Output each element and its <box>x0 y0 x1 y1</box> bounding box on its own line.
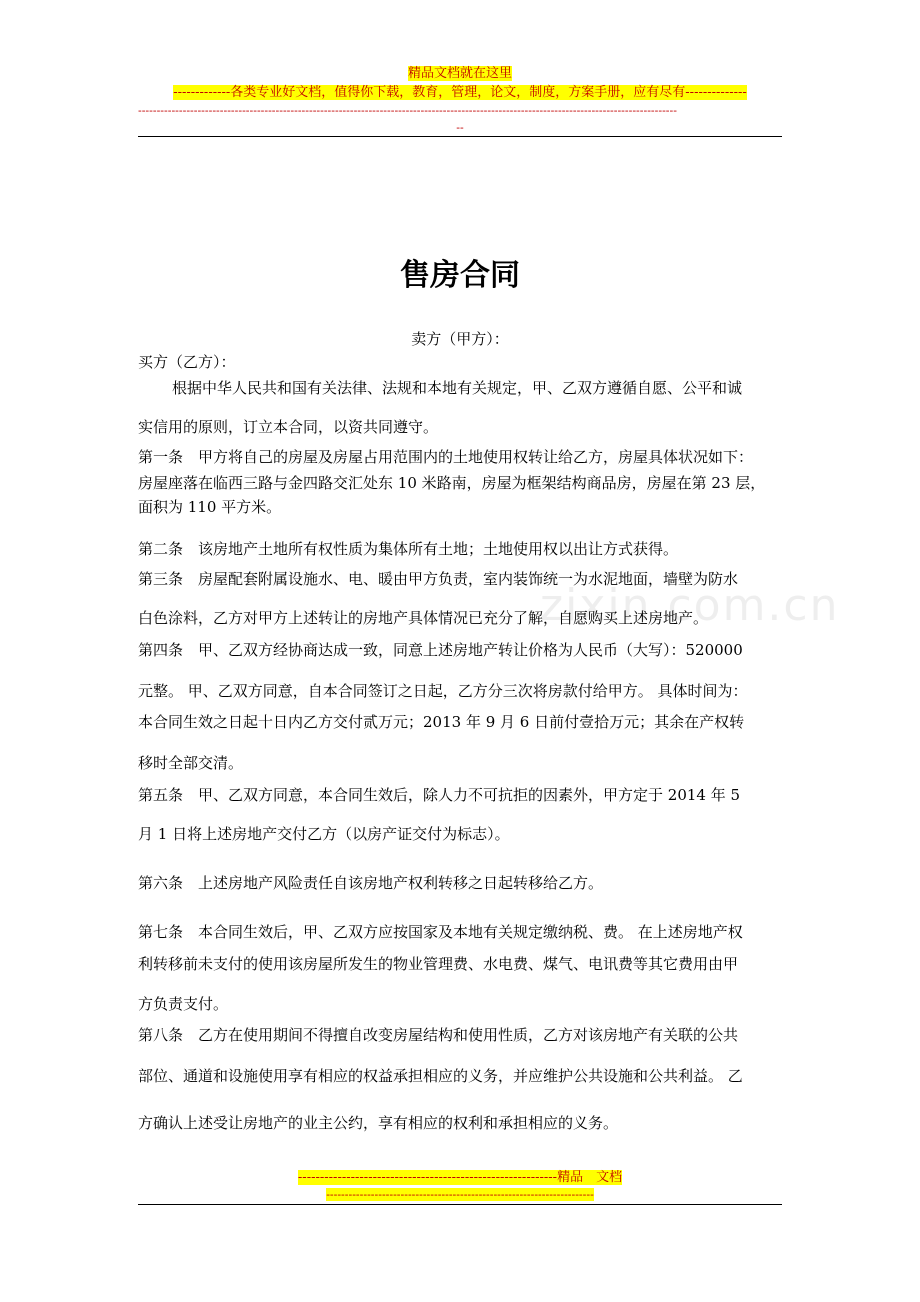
article-4-line: 第四条 甲、乙双方经协商达成一致，同意上述房地产转让价格为人民币（大写）：520000 <box>138 641 743 659</box>
article-7-line: 第七条 本合同生效后，甲、乙双方应按国家及本地有关规定缴纳税、费。 在上述房地产权 <box>138 923 743 941</box>
paragraph-line: 根据中华人民共和国有关法律、法规和本地有关规定，甲、乙双方遵循自愿、公平和诚 <box>172 379 743 397</box>
footer-tagline: -----------------------------------------------------------精品 文档 <box>297 1170 623 1185</box>
article-1-line: 面积为 110 平方米。 <box>138 498 282 516</box>
document-title: 售房合同 <box>400 258 520 293</box>
header-dash-line: ------------------------------------------------------------------------------------------------------------------------------------------------- <box>138 104 677 117</box>
article-1-line: 房屋座落在临西三路与金四路交汇处东 10 米路南，房屋为框架结构商品房，房屋在第 23 层， <box>138 474 766 492</box>
article-8-line: 部位、通道和设施使用享有相应的权益承担相应的义务，并应维护公共设施和公共利益。 乙 <box>138 1067 743 1085</box>
article-8-line: 方确认上述受让房地产的业主公约，享有相应的权利和承担相应的义务。 <box>138 1114 619 1132</box>
footer-dash-line: ------------------------------------------------------------------------ <box>326 1188 594 1201</box>
paragraph-line: 实信用的原则，订立本合同，以资共同遵守。 <box>138 418 439 436</box>
article-5-line: 月 1 日将上述房地产交付乙方（以房产证交付为标志）。 <box>138 825 510 843</box>
article-6-line: 第六条 上述房地产风险责任自该房地产权利转移之日起转移给乙方。 <box>138 874 604 892</box>
buyer-label: 买方（乙方）： <box>138 353 236 371</box>
footer-rule <box>138 1204 782 1205</box>
header-dash-line-continued: -- <box>456 121 464 134</box>
watermark: zixin.com.cn <box>540 580 840 631</box>
article-7-line: 方负责支付。 <box>138 995 229 1013</box>
header-rule <box>138 136 782 137</box>
article-3-line: 第三条 房屋配套附属设施水、电、暖由甲方负责，室内装饰统一为水泥地面，墙壁为防水 <box>138 570 739 588</box>
header-promo: -------------各类专业好文档，值得你下载，教育，管理，论文，制度，方案手册，应有尽有-------------- <box>173 85 747 100</box>
article-7-line: 利转移前未支付的使用该房屋所发生的物业管理费、水电费、煤气、电讯费等其它费用由甲 <box>138 955 739 973</box>
seller-label: 卖方（甲方）： <box>411 330 509 348</box>
article-1-line: 第一条 甲方将自己的房屋及房屋占用范围内的土地使用权转让给乙方，房屋具体状况如下： <box>138 448 754 466</box>
article-4-line: 本合同生效之日起十日内乙方交付贰万元；2013 年 9 月 6 日前付壹拾万元；其余在产权转 <box>138 713 745 731</box>
article-4-line: 元整。 甲、乙双方同意，自本合同签订之日起，乙方分三次将房款付给甲方。 具体时间为： <box>138 682 748 700</box>
article-4-line: 移时全部交清。 <box>138 754 244 772</box>
article-3-line: 白色涂料，乙方对甲方上述转让的房地产具体情况已充分了解，自愿购买上述房地产。 <box>138 609 709 627</box>
header-tagline: 精品文档就在这里 <box>407 66 512 81</box>
article-8-line: 第八条 乙方在使用期间不得擅自改变房屋结构和使用性质，乙方对该房地产有关联的公共 <box>138 1026 739 1044</box>
article-2-line: 第二条 该房地产土地所有权性质为集体所有土地；土地使用权以出让方式获得。 <box>138 540 679 558</box>
article-5-line: 第五条 甲、乙双方同意，本合同生效后，除人力不可抗拒的因素外，甲方定于 2014 年 5 <box>138 786 741 804</box>
